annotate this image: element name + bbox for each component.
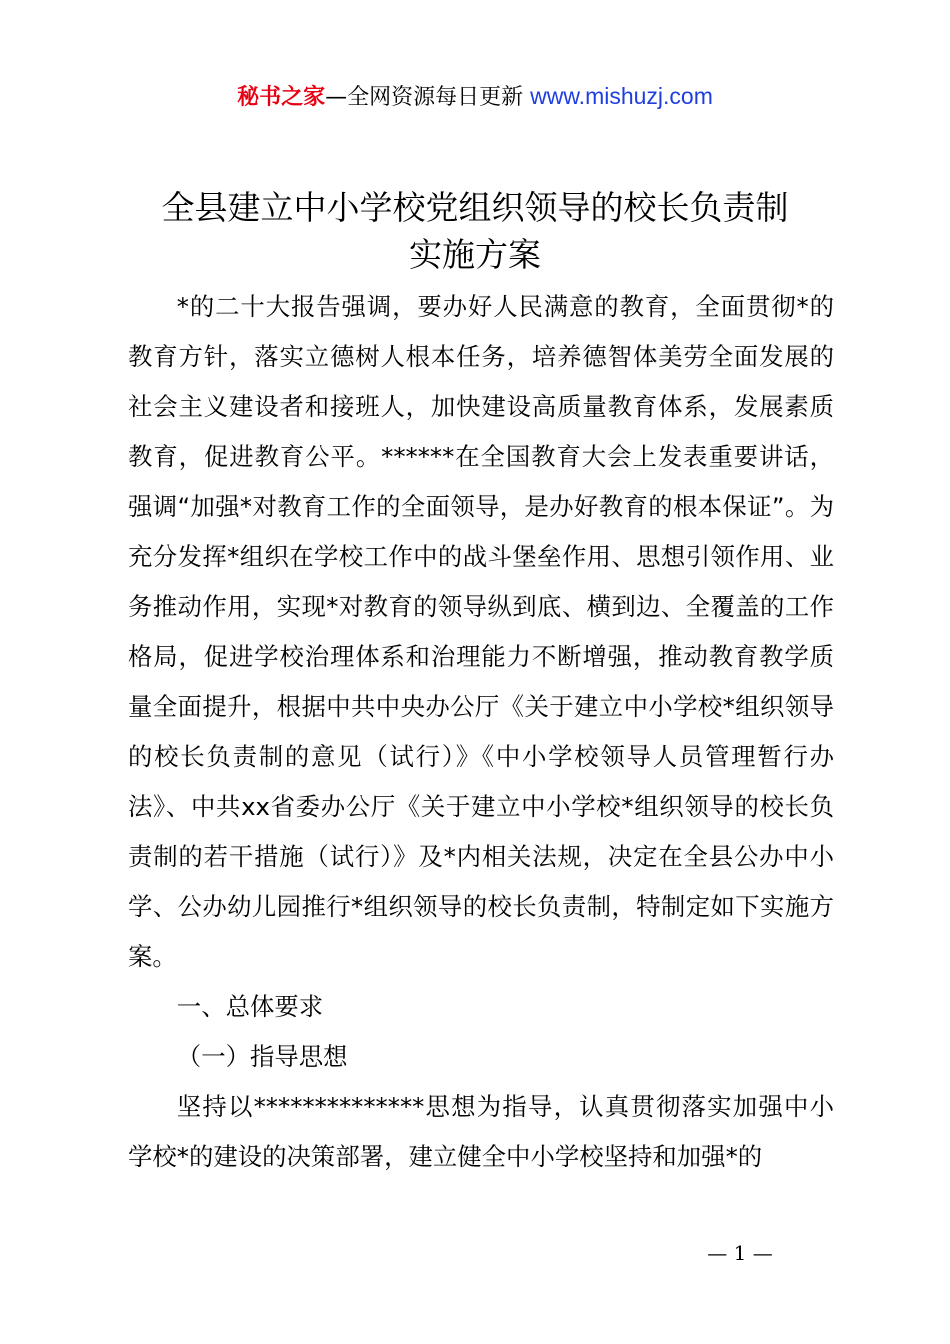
page-number: — 1 —: [707, 1241, 773, 1265]
site-url-link[interactable]: www.mishuzj.com: [530, 83, 713, 109]
banner-slogan: —全网资源每日更新: [325, 85, 531, 110]
title-line-2: 实施方案: [409, 235, 541, 274]
site-banner: [0, 80, 950, 114]
section-heading: 一、总体要求: [176, 992, 324, 1021]
subsection-heading: （一）指导思想: [176, 1042, 348, 1071]
document-title: [100, 184, 850, 278]
document-body: [128, 282, 834, 1182]
brand-name: 秘书之家: [237, 85, 326, 110]
intro-paragraph: *的二十大报告强调，要办好人民满意的教育，全面贯彻*的教育方针，落实立德树人根本任务，培养德智体美劳全面发展的社会主义建设者和接班人，加快建设高质量教育体系，发展素质教育，促进教育公平。******在全国教育大会上发表重要讲话，强调“加强*对教育工作的全面领导，是办好教育的根本保证”。为充分发挥*组织在学校工作中的战斗堡垒作用、思想引领作用、业务推动作用，实现*对教育的领导纵到底、横到边、全覆盖的工作格局，促进学校治理体系和治理能力不断增强，推动教育教学质量全面提升，根据中共中央办公厅《关于建立中小学校*组织领导的校长负责制的意见（试行）》《中小学校领导人员管理暂行办法》、中共xx省委办公厅《关于建立中小学校*组织领导的校长负责制的若干措施（试行）》及*内相关法规，决定在全县公办中小学、公办幼儿园推行*组织领导的校长负责制，特制定如下实施方案。: [128, 292, 834, 971]
guiding-paragraph: 坚持以**************思想为指导，认真贯彻落实加强中小学校*的建设的决策部署，建立健全中小学校坚持和加强*的: [128, 1092, 834, 1171]
title-line-1: 全县建立中小学校党组织领导的校长负责制: [161, 188, 789, 227]
